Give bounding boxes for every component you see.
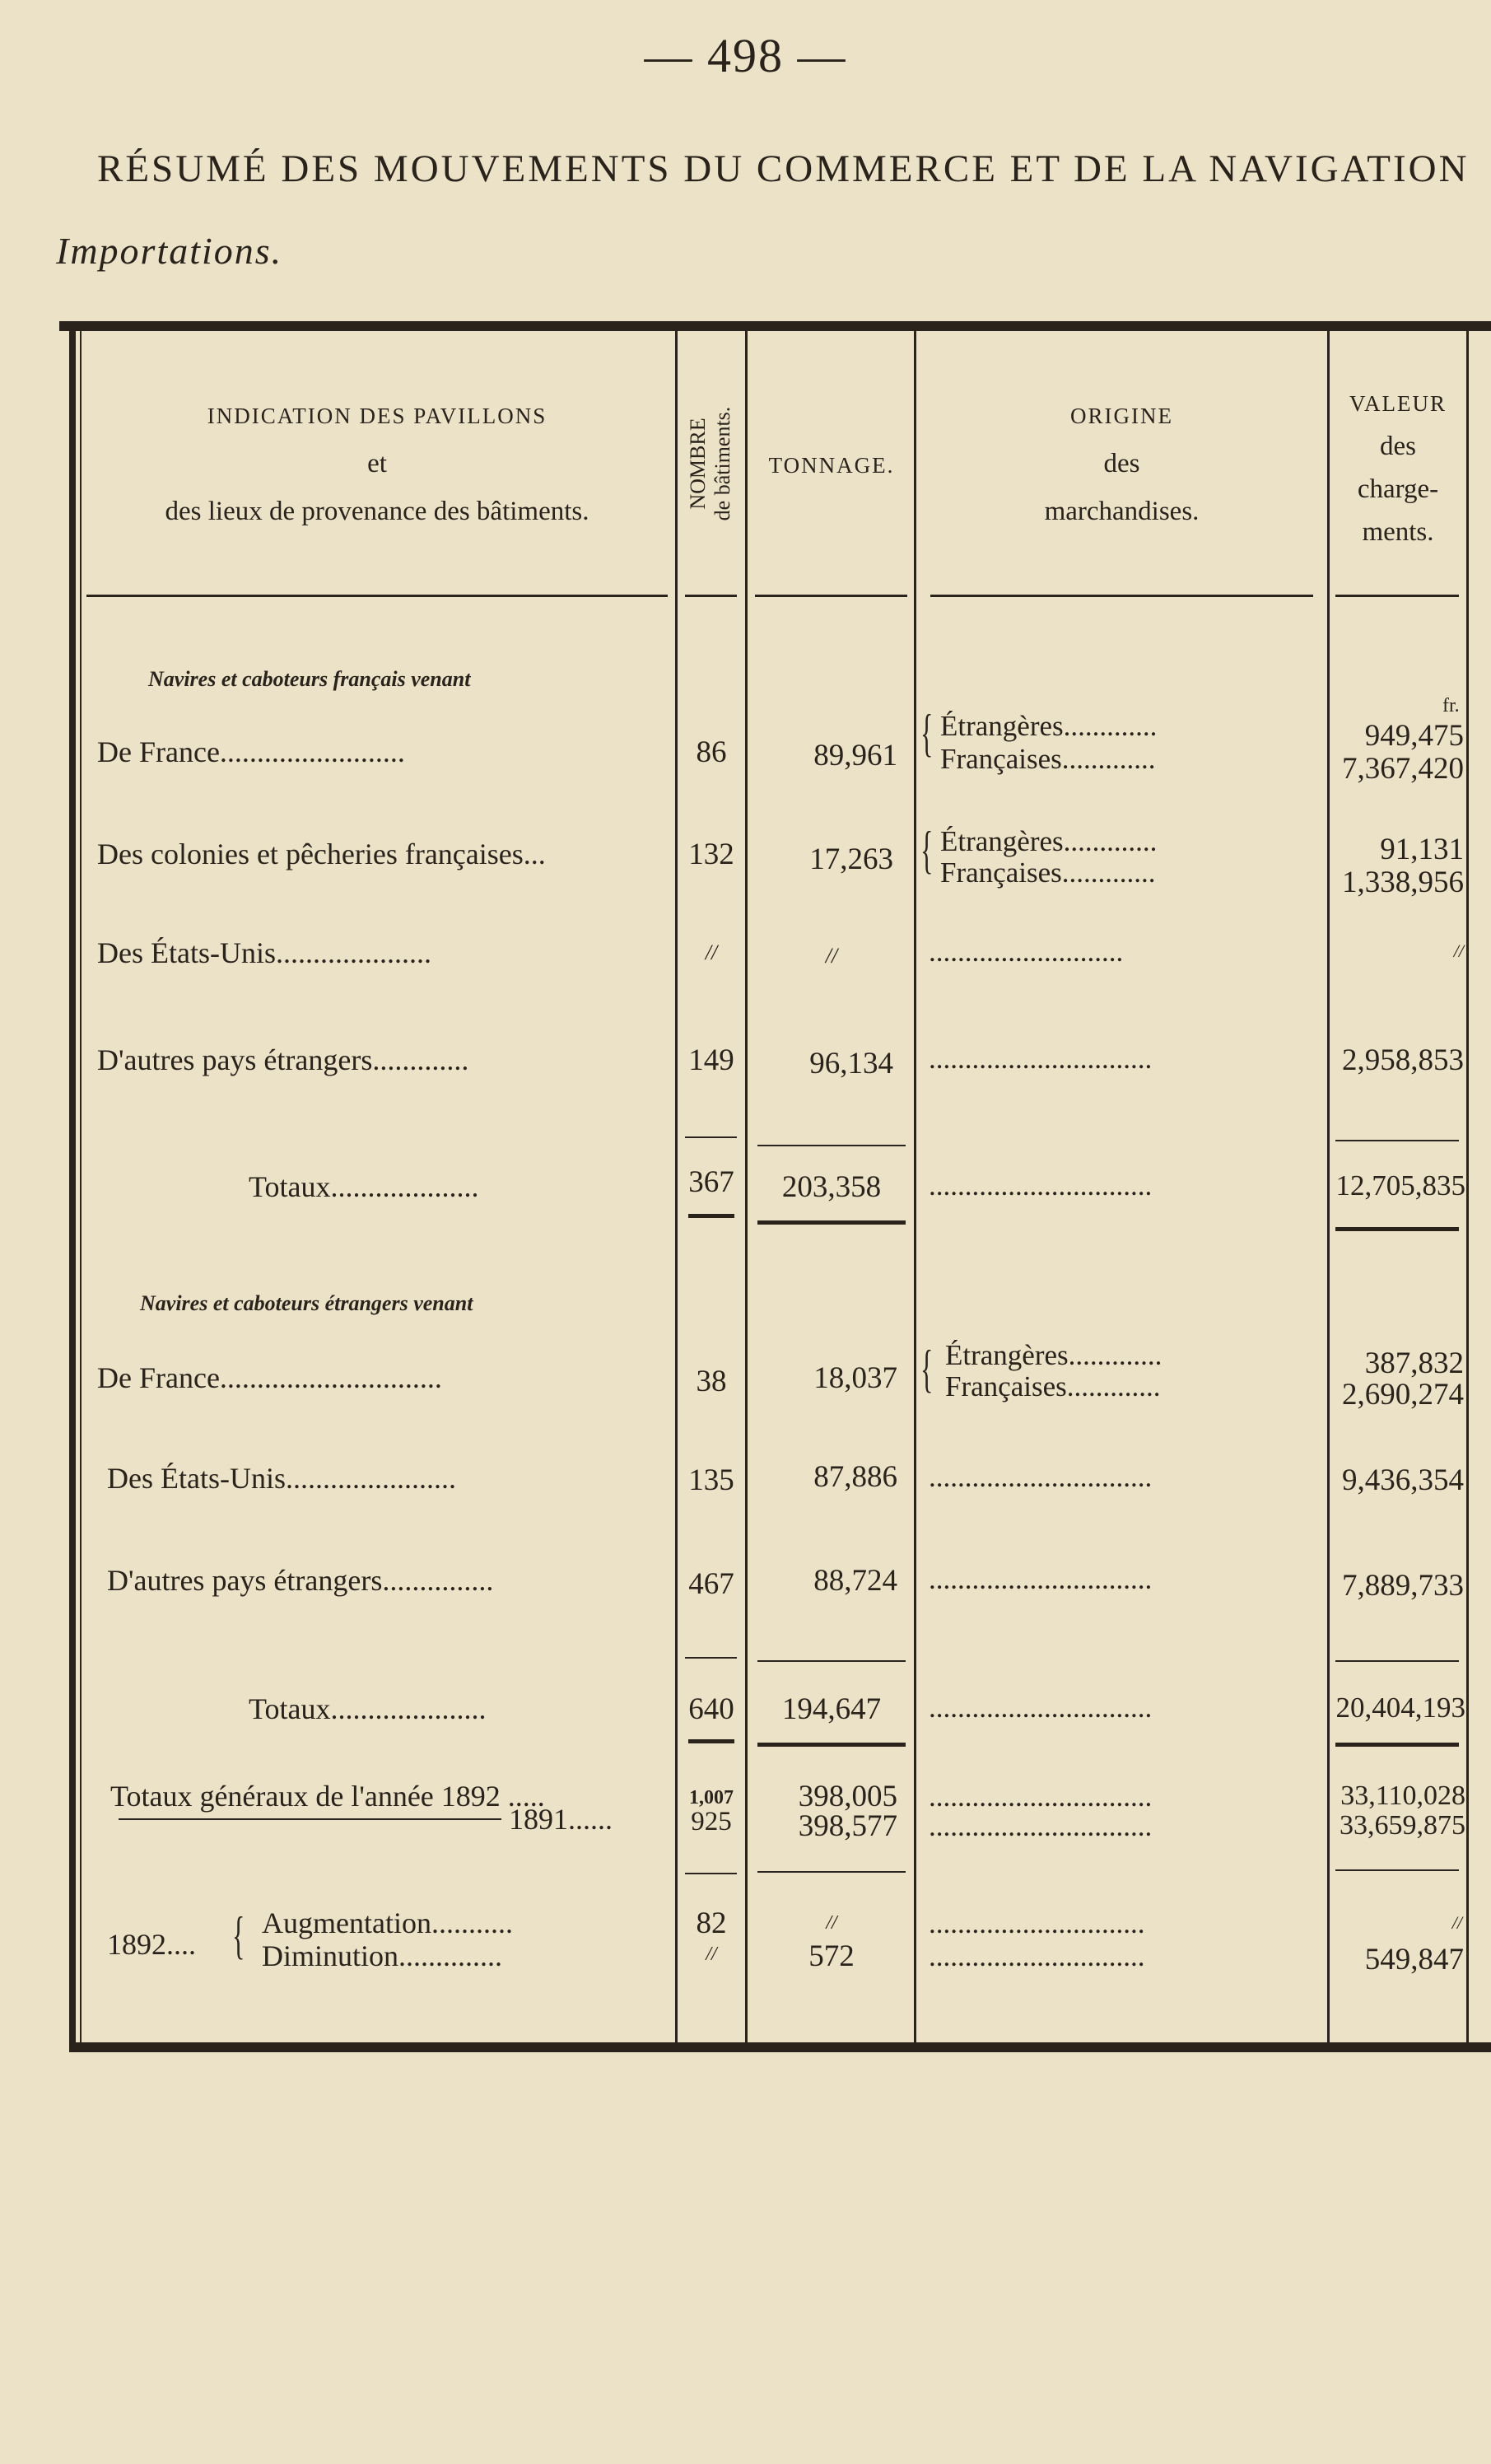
row-fr-etats-unis-origine: ...........................: [929, 936, 1124, 968]
row-fr-totaux-label: Totaux....................: [249, 1170, 479, 1203]
row-fr-autres-tonnage: 96,134: [809, 1047, 893, 1080]
header-nombre-line1: NOMBRE: [686, 418, 710, 510]
row-et-autres-origine: ...............................: [929, 1563, 1153, 1595]
header-valeur-line4: ments.: [1362, 517, 1434, 547]
row-fr-etats-unis-valeur: //: [1453, 940, 1464, 961]
et-totaux-rule-valeur: [1335, 1660, 1459, 1662]
row-fr-de-france-valeur-fra: 7,367,420: [1342, 752, 1464, 786]
table-bottom-rule: [69, 2042, 1491, 2052]
divider-2: [745, 329, 748, 2044]
var-rule-valeur: [1335, 1869, 1459, 1871]
row-et-de-france-valeur-etr: 387,832: [1364, 1346, 1464, 1380]
divider-3: [914, 329, 916, 2044]
row-et-totaux-label: Totaux.....................: [249, 1692, 487, 1725]
section-title: Importations.: [56, 230, 283, 272]
et-totaux-under-valeur: [1335, 1743, 1459, 1747]
header-rule-4: [930, 595, 1313, 597]
row-generaux-1891-nombre: 925: [691, 1807, 732, 1836]
header-nombre: [686, 373, 735, 554]
row-generaux-1892-origine: ...............................: [929, 1780, 1153, 1813]
row-fr-autres-label: D'autres pays étrangers.............: [97, 1043, 469, 1076]
row-et-etats-unis-tonnage: 87,886: [813, 1460, 897, 1494]
header-pavillons-line2: et: [367, 449, 387, 478]
table-top-rule: [59, 321, 1491, 331]
row-fr-de-france-origine-fra: Françaises.............: [940, 743, 1156, 775]
row-generaux-1891-valeur: 33,659,875: [1340, 1810, 1465, 1841]
row-et-totaux-origine: ...............................: [929, 1692, 1153, 1724]
row-fr-totaux-tonnage: 203,358: [781, 1170, 882, 1204]
header-tonnage-line1: TONNAGE.: [768, 453, 895, 478]
row-generaux-1892-nombre: 1,007: [689, 1787, 734, 1808]
row-et-de-france-label: De France..............................: [97, 1361, 442, 1394]
page-title: RÉSUMÉ DES MOUVEMENTS DU COMMERCE ET DE LA NAVIGATION: [97, 147, 1470, 190]
row-et-de-france-valeur-fra: 2,690,274: [1342, 1378, 1464, 1412]
row-et-etats-unis-label: Des États-Unis.......................: [107, 1462, 456, 1495]
divider-5: [1466, 329, 1469, 2044]
header-nombre-line2: de bâtiments.: [711, 406, 734, 521]
row-et-de-france-nombre: 38: [696, 1365, 727, 1398]
row-diminution-nombre: //: [706, 1944, 717, 1965]
row-fr-colonies-brace: {: [920, 820, 934, 879]
header-valeur-line2: des: [1380, 432, 1416, 461]
row-fr-colonies-tonnage: 17,263: [809, 842, 893, 876]
header-origine-line3: marchandises.: [1044, 497, 1200, 526]
fr-totaux-under-valeur: [1335, 1227, 1459, 1231]
header-origine-line2: des: [1103, 449, 1140, 478]
row-et-etats-unis-origine: ...............................: [929, 1461, 1153, 1493]
unit-francs: fr.: [1442, 695, 1460, 716]
subheading-francais: Navires et caboteurs français venant: [148, 667, 471, 691]
row-variation-brace: {: [232, 1906, 245, 1964]
row-fr-de-france-tonnage: 89,961: [813, 739, 897, 772]
row-augmentation-origine: ..............................: [929, 1907, 1145, 1939]
fr-totaux-rule-valeur: [1335, 1140, 1459, 1141]
header-rule-2: [685, 595, 737, 597]
row-fr-de-france-nombre: 86: [696, 735, 727, 769]
row-fr-colonies-origine-etr: Étrangères.............: [940, 825, 1158, 857]
row-fr-autres-valeur: 2,958,853: [1342, 1043, 1464, 1077]
subheading-etrangers: Navires et caboteurs étrangers venant: [140, 1291, 473, 1315]
et-totaux-rule-nombre: [685, 1657, 737, 1659]
header-tonnage: [749, 441, 914, 489]
row-fr-totaux-origine: ...............................: [929, 1169, 1153, 1202]
row-et-etats-unis-nombre: 135: [688, 1463, 734, 1497]
header-pavillons-line3: des lieux de provenance des bâtiments.: [165, 497, 589, 526]
row-fr-etats-unis-label: Des États-Unis.....................: [97, 936, 431, 969]
row-et-autres-tonnage: 88,724: [813, 1564, 897, 1598]
row-et-totaux-tonnage: 194,647: [781, 1692, 882, 1726]
row-et-totaux-nombre: 640: [688, 1692, 734, 1726]
header-rule-5: [1335, 595, 1459, 597]
row-fr-de-france-label: De France.........................: [97, 735, 405, 768]
row-fr-de-france-brace: {: [920, 703, 934, 762]
row-fr-colonies-label: Des colonies et pêcheries françaises...: [97, 838, 546, 870]
row-variation-year: 1892....: [107, 1928, 196, 1961]
row-augmentation-label: Augmentation...........: [262, 1906, 513, 1939]
et-totaux-rule-tonnage: [757, 1660, 906, 1662]
table-left-border-inner: [80, 328, 82, 2047]
row-augmentation-valeur: //: [1451, 1912, 1462, 1933]
header-valeur-line1: VALEUR: [1349, 391, 1447, 416]
row-generaux-1891-label: 1891......: [509, 1803, 613, 1836]
header-pavillons-line1: INDICATION DES PAVILLONS: [207, 404, 547, 428]
var-rule-nombre: [685, 1873, 737, 1874]
row-et-etats-unis-valeur: 9,436,354: [1342, 1463, 1464, 1497]
header-valeur: [1330, 382, 1466, 553]
row-et-totaux-valeur: 20,404,193: [1335, 1692, 1465, 1724]
header-valeur-line3: charge-: [1357, 474, 1439, 504]
row-generaux-1892-tonnage: 398,005: [798, 1780, 897, 1813]
row-generaux-1891-dash: [119, 1818, 501, 1820]
header-pavillons: [86, 392, 668, 535]
row-fr-colonies-origine-fra: Françaises.............: [940, 856, 1156, 889]
row-fr-colonies-valeur-etr: 91,131: [1380, 833, 1464, 866]
et-totaux-under-tonnage: [757, 1743, 906, 1747]
table-left-border: [69, 328, 76, 2047]
row-diminution-tonnage: 572: [808, 1939, 855, 1973]
row-et-autres-valeur: 7,889,733: [1342, 1569, 1464, 1603]
row-augmentation-tonnage: //: [826, 1912, 837, 1934]
fr-totaux-rule-tonnage: [757, 1145, 906, 1146]
row-fr-colonies-nombre: 132: [688, 838, 734, 871]
row-et-autres-label: D'autres pays étrangers...............: [107, 1564, 494, 1597]
row-generaux-1891-origine: ...............................: [929, 1810, 1153, 1842]
fr-totaux-under-tonnage: [757, 1220, 906, 1225]
row-fr-totaux-nombre: 367: [688, 1165, 734, 1199]
header-origine: [918, 392, 1326, 535]
row-fr-autres-nombre: 149: [688, 1043, 734, 1077]
header-origine-line1: ORIGINE: [1070, 404, 1173, 428]
divider-4: [1327, 329, 1330, 2044]
row-et-de-france-tonnage: 18,037: [813, 1361, 897, 1395]
var-rule-tonnage: [757, 1871, 906, 1873]
row-et-autres-nombre: 467: [688, 1567, 734, 1601]
row-diminution-valeur: 549,847: [1364, 1943, 1464, 1976]
row-fr-autres-origine: ...............................: [929, 1043, 1153, 1075]
row-fr-de-france-origine-etr: Étrangères.............: [940, 710, 1158, 742]
header-rule-1: [86, 595, 668, 597]
fr-totaux-rule-nombre: [685, 1136, 737, 1138]
row-generaux-1892-valeur: 33,110,028: [1340, 1780, 1465, 1811]
row-fr-colonies-valeur-fra: 1,338,956: [1342, 866, 1464, 899]
row-fr-etats-unis-tonnage: //: [825, 944, 838, 968]
row-fr-etats-unis-nombre: //: [705, 940, 718, 964]
header-rule-3: [755, 595, 907, 597]
row-fr-de-france-valeur-etr: 949,475: [1364, 719, 1464, 753]
row-et-de-france-brace: {: [920, 1339, 934, 1398]
page-number: — 498 —: [644, 29, 847, 82]
row-augmentation-nombre: 82: [696, 1906, 727, 1940]
row-diminution-origine: ..............................: [929, 1940, 1145, 1972]
row-generaux-1891-tonnage: 398,577: [798, 1809, 897, 1843]
row-diminution-label: Diminution..............: [262, 1939, 503, 1972]
et-totaux-under-nombre: [688, 1739, 734, 1743]
row-fr-totaux-valeur: 12,705,835: [1335, 1169, 1465, 1202]
row-et-de-france-origine-fra: Françaises.............: [945, 1370, 1161, 1402]
fr-totaux-under-nombre: [688, 1214, 734, 1218]
row-generaux-1892-label: Totaux généraux de l'année 1892 .....: [110, 1780, 545, 1813]
row-et-de-france-origine-etr: Étrangères.............: [945, 1339, 1163, 1371]
